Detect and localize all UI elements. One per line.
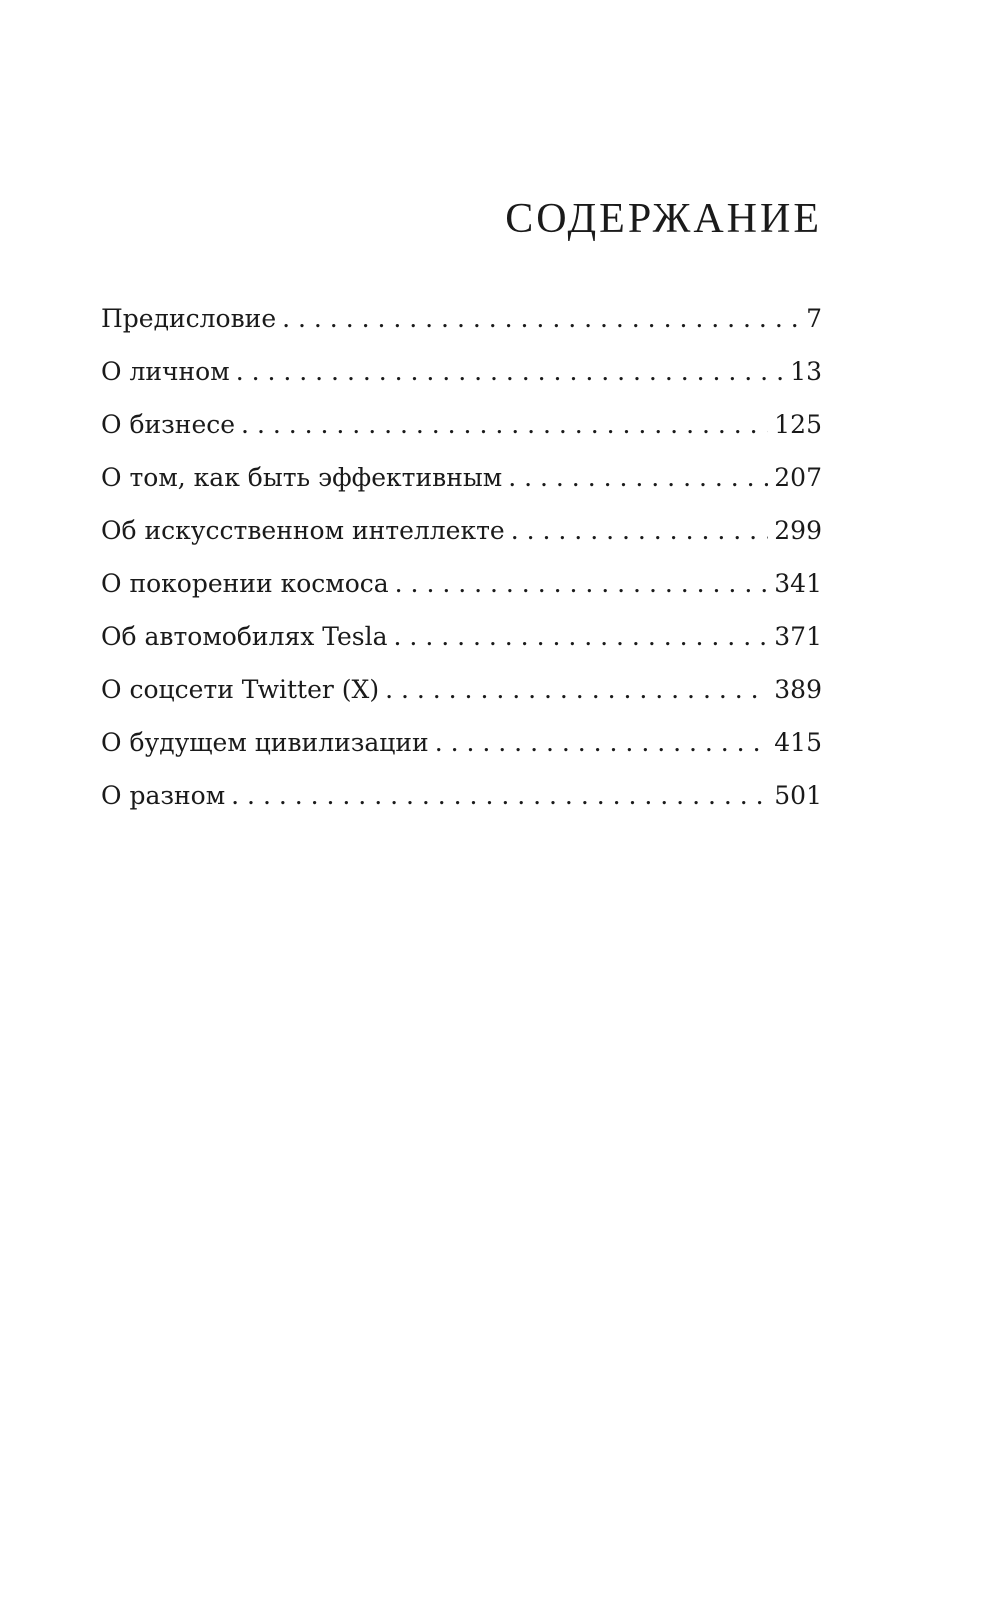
dot-leader [385, 675, 768, 705]
toc-entry-label: О бизнесе [101, 410, 236, 439]
page-title: СОДЕРЖАНИЕ [505, 196, 822, 242]
toc-entry-misc [101, 781, 822, 834]
dot-leader [435, 728, 769, 758]
toc-entry-page-number: 371 [774, 622, 822, 651]
toc-entry-label: О будущем цивилизации [101, 728, 429, 757]
table-of-contents [101, 304, 822, 834]
toc-entry-page-number: 207 [774, 463, 822, 492]
toc-entry-label: О личном [101, 357, 230, 386]
dot-leader [394, 622, 769, 652]
toc-entry-page-number: 7 [806, 304, 822, 333]
toc-entry-business [101, 410, 822, 463]
toc-entry-label: О разном [101, 781, 226, 810]
dot-leader [241, 410, 768, 440]
toc-entry-space [101, 569, 822, 622]
toc-entry-label: Об автомобилях Tesla [101, 622, 388, 651]
dot-leader [231, 781, 768, 811]
toc-entry-page-number: 501 [774, 781, 822, 810]
toc-entry-page-number: 13 [790, 357, 822, 386]
toc-entry-page-number: 415 [774, 728, 822, 757]
dot-leader [236, 357, 785, 387]
toc-entry-future [101, 728, 822, 781]
toc-entry-label: Предисловие [101, 304, 277, 333]
toc-entry-label: О покорении космоса [101, 569, 389, 598]
dot-leader [511, 516, 769, 546]
toc-entry-label: О соцсети Twitter (X) [101, 675, 380, 704]
toc-entry-page-number: 341 [774, 569, 822, 598]
toc-entry-page-number: 125 [774, 410, 822, 439]
toc-entry-twitter [101, 675, 822, 728]
toc-entry-preface [101, 304, 822, 357]
toc-entry-label: Об искусственном интеллекте [101, 516, 505, 545]
toc-entry-tesla [101, 622, 822, 675]
dot-leader [508, 463, 768, 493]
toc-entry-page-number: 389 [774, 675, 822, 704]
toc-entry-ai [101, 516, 822, 569]
toc-entry-label: О том, как быть эффективным [101, 463, 503, 492]
toc-entry-personal [101, 357, 822, 410]
toc-entry-effectiveness [101, 463, 822, 516]
dot-leader [282, 304, 800, 334]
dot-leader [395, 569, 769, 599]
toc-entry-page-number: 299 [774, 516, 822, 545]
